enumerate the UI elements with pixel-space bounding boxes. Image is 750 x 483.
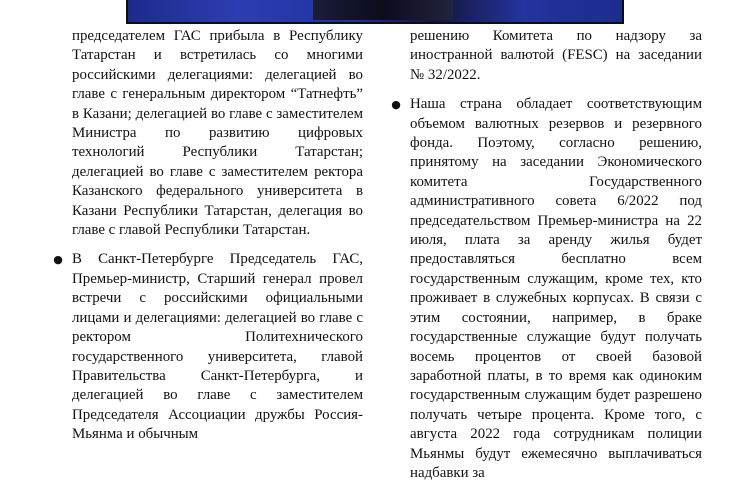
header-photo xyxy=(126,0,624,24)
left-bullet-paragraph: В Санкт-Петербурге Председатель ГАС, Премьер-министр, Старший генерал провел встречи с российскими официальными лицами и делегациями: делегацией во главе с ректором Политехнического государственного университета, главой Правительства Санкт-Петербурга, и делегацией во главе с заместителем Председателя Ассоциации дружбы Россия-Мьянма и обычным xyxy=(72,251,363,443)
bullet-icon: ● xyxy=(391,98,401,112)
left-column xyxy=(53,27,363,445)
right-continuation-paragraph: решению Комитета по надзору за иностранной валютой (FESC) на заседании № 32/2022. xyxy=(410,28,702,83)
right-bullet-item xyxy=(391,95,702,483)
right-bullet-paragraph: Наша страна обладает соответствующим объемом валютных резервов и резервного фонда. Поэтому, согласно решению, принятому на заседании Экономического комитета Государственного административного совета 6/2022 под председательством Премьер-министра на 22 июля, плата за аренду жилья будет предоставляться бесплатно всем государственным служащим, кроме тех, кто проживает в служебных корпусах. В связи с этим состоянии, например, в браке государственные служащие будут получать восемь процентов от своей базовой заработной платы, в то время как одиноким государственным служащим будет разрешено получать четыре процента. Кроме того, с августа 2022 года сотрудникам полиции Мьянмы будут ежемесячно выплачиваться надбавки за xyxy=(410,96,702,481)
left-continuation-paragraph: председателем ГАС прибыла в Республику Татарстан и встретилась со многими российскими делегациями: делегацией во главе с генеральным директором “Татнефть” в Казани; делегацией во главе с заместителем Министра по развитию цифровых технологий Республики Татарстан; делегацией во главе с заместителем ректора Казанского федерального университета в Казани Республики Татарстан, делегация во главе с главой Республики Татарстан. xyxy=(72,28,363,239)
photo-figure xyxy=(313,0,453,20)
left-bullet-item xyxy=(53,250,363,444)
bullet-icon: ● xyxy=(53,253,63,267)
right-column xyxy=(391,27,702,483)
